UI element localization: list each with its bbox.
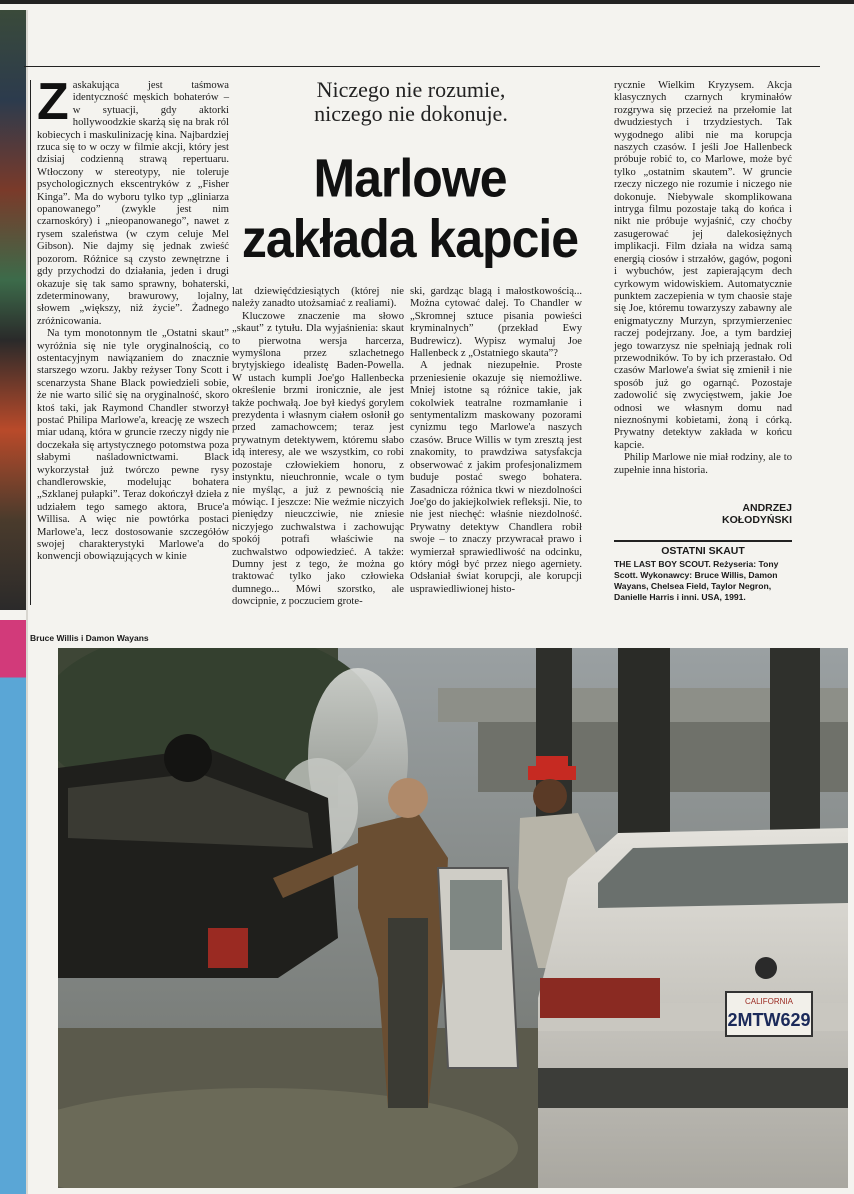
film-still-photo xyxy=(58,648,848,1188)
author-byline xyxy=(614,502,792,526)
car-emblem xyxy=(755,957,777,979)
page-gutter xyxy=(26,10,28,1194)
author-first-name: ANDRZEJ xyxy=(742,502,792,514)
paragraph: rycznie Wielkim Kryzysem. Akcja klasycznych czarnych kryminałów rozgrywa się przecież na przełomie lat dwudziestych i trzydziestych. Tak wygodnego alibi nie ma korupcja naszych czasów. I jeśli Joe Hallenbeck próbuje robić to, co Marlowe, może być tylko „ostatnim skautem”. W gruncie rzeczy niczego nie rozumie i niczego nie dokonuje. Niebywale skomplikowana intryga filmu pozostaje taką do końca i nikt nie próbuje wyjaśnić, czy choćby zasugerować jej dalekosiężnych implikacji. Film działa na widza samą energią ciosów i strzałów, gagów, pogoni i wybuchów, jest zapierającym dech cyrkowym widowiskiem. Automatycznie punktem zaczepienia w tym chaosie staje się Joe, któremu towarzyszy zabawny ale enigmatyczny Murzyn, sprzymierzeniec raczej podejrzany. Joe, a tym bardziej jego towarzysz nie spełniają jednak roli przewodników. To by ich przerastało. Od czasów Marlowe'a świat się zmienił i nie sposób już go ogarnąć. Pozostaje zadowolić się zwycięstwem, jakie Joe odnosi we własnym domu nad nieznośnymi kobietami, żoną i córką. Prywatny detektyw zakłada w końcu kapcie. xyxy=(614,80,792,451)
article-column-1 xyxy=(30,73,229,605)
header-rule xyxy=(24,66,820,67)
adjacent-page-strip-bottom xyxy=(0,620,26,1194)
film-credits: THE LAST BOY SCOUT. Reżyseria: Tony Scott. Wykonawcy: Bruce Willis, Damon Wayans, Chelsea Field, Taylor Negron, Danielle Harris i inni. USA, 1991. xyxy=(614,559,779,602)
article-column-4 xyxy=(614,80,792,477)
headline xyxy=(240,148,580,269)
license-plate-number: 2MTW629 xyxy=(727,1010,811,1030)
paragraph: lat dziewięćdziesiątych (której nie należy zanadto utożsamiać z realiami). xyxy=(232,286,404,310)
headline-line-1: Marlowe xyxy=(313,148,507,209)
author-last-name: KOŁODYŃSKI xyxy=(721,514,792,526)
paragraph: Kluczowe znaczenie ma słowo „skaut” z tytułu. Dla wyjaśnienia: skaut to pierwotna wersja harcerza, wymyślona przez szlachetnego brytyjskiego idealistę Baden-Powella. W ustach kumpli Joe'go Hallenbecka określenie brzmi ironicznie, ale jest także pochwałą. Joe był kiedyś gorylem prezydenta i własnym ciałem osłonił go przed zamachowcem; teraz jest prywatnym detektywem, któremu słabo idą interesy, ale we wszystkim, co robi pozostaje człowiekiem honoru, z instynktu, nieuchronnie, wcale o tym nie myśląc, a już z pewnością nie mówiąc. I jeszcze: Nie weźmie niczyich pieniędzy nieuczciwie, nie zniesie niczyjego zuchwalstwa i zachowując spokój potrafi właściwie na zuchwalstwo odpowiedzieć. A także: Dumny jest z tego, że można go traktować tylko jako człowieka dumnego... Mówi szorstko, ale dowcipnie, z poczuciem grote- xyxy=(232,310,404,608)
headline-line-2: zakłada kapcie xyxy=(241,208,579,269)
paragraph: Philip Marlowe nie miał rodziny, ale to zupełnie inna historia. xyxy=(614,452,792,476)
article-column-3 xyxy=(410,286,582,596)
license-plate-state: CALIFORNIA xyxy=(744,997,794,1006)
drop-cap: Z xyxy=(37,73,69,131)
film-title: OSTATNI SKAUT xyxy=(661,545,745,557)
top-rule xyxy=(0,0,854,4)
kicker-line-1: Niczego nie rozumie, xyxy=(316,77,506,102)
photo-caption: Bruce Willis i Damon Wayans xyxy=(30,633,149,643)
kicker xyxy=(246,78,576,126)
adjacent-page-strip xyxy=(0,10,26,610)
film-still-illustration xyxy=(58,648,848,1188)
paragraph: Na tym monotonnym tle „Ostatni skaut” wyróżnia się nie tyle oryginalnością, co ostentacyjnym nawiązaniem do znacznie starszego wzoru. Jakby reżyser Tony Scott i scenarzysta Shane Black powiedzieli sobie, że nie warto silić się na oryginalność, skoro ktoś taki, jak Raymond Chandler stworzył postać Philipa Marlowe'a, kreację ze wszech miar udaną, która w gruncie rzeczy nigdy nie doczekała się artystycznego potomstwa poza słabymi naśladownictwami. Black wykorzystał już twórczo pewne rysy chandlerowskie, modelując bohatera „Szklanej pułapki”. Teraz dokończył dzieła z udziałem tego samego aktora, Bruce'a Willisa. A więc nie powtórka postaci Marlowe'a, lecz dostosowanie szczegółów swojej charakterystyki Marlowe'a do konwencji obowiązujących w kinie xyxy=(37,328,229,563)
paragraph: ski, gardząc blagą i małostkowością... Można cytować dalej. To Chandler w „Skromnej sztuce pisania powieści kryminalnych” (przekład Ewy Budrewicz). Wypisz wymaluj Joe Hallenbeck z „Ostatniego skauta”? xyxy=(410,286,582,360)
film-info-box xyxy=(614,540,792,603)
paragraph: A jednak niezupełnie. Proste przeniesienie okazuje się niemożliwe. Mniej istotne są różnice takie, jak cokolwiek teatralne rozmamłanie i sentymentalizm maskowany pozorami cynizmu tego Marlowe'a naszych czasów. Bruce Willis w tym zresztą jest znakomity, to prawdziwa satysfakcja obserwować z jakim profesjonalizmem buduje postać swego bohatera. Zasadnicza różnica tkwi w niezdolności Joe'go do jakiejkolwiek refleksji. Nie, to nie jest niechęć: właśnie niezdolność. Prywatny detektyw Chandlera robił swoje – to znaczy przywracał prawo i wymierzał sprawiedliwość na odcinku, który mógł być przez niego agerniety. Odsłaniał świat korupcji, ale korupcji usprawiedliwionej histo- xyxy=(410,360,582,595)
article-column-2 xyxy=(232,286,404,609)
paragraph: Zaskakująca jest taśmowa identyczność męskich bohaterów – w sytuacji, gdy aktorki hollywoodzkie skarżą się na brak ról kobiecych i maskulinizację kina. Najbardziej rzuca się to w oczy w filmie akcji, który jest dzisiaj codzienną strawą repertuaru. Wtłoczony w stereotypy, nie toleruje psychologicznych ekscentryków z „Fisher Kinga”. Ma do wyboru tylko typ „gliniarza opanowanego” (zwykle jest nim czarnoskóry) i „nieopanowanego”, nawet z rysem szaleństwa (w czym celuje Mel Gibson). Nie dajmy się jednak zwieść pozorom. Różnice są czysto zewnętrzne i gdy przychodzi do działania, jeden i drugi okazuje się tak samo sprawny, bohaterski, zdeterminowany, brawurowy, lojalny, słowem „większy, niż życie”. Żadnego zróżnicowania. xyxy=(37,73,229,327)
kicker-line-2: niczego nie dokonuje. xyxy=(314,101,508,126)
